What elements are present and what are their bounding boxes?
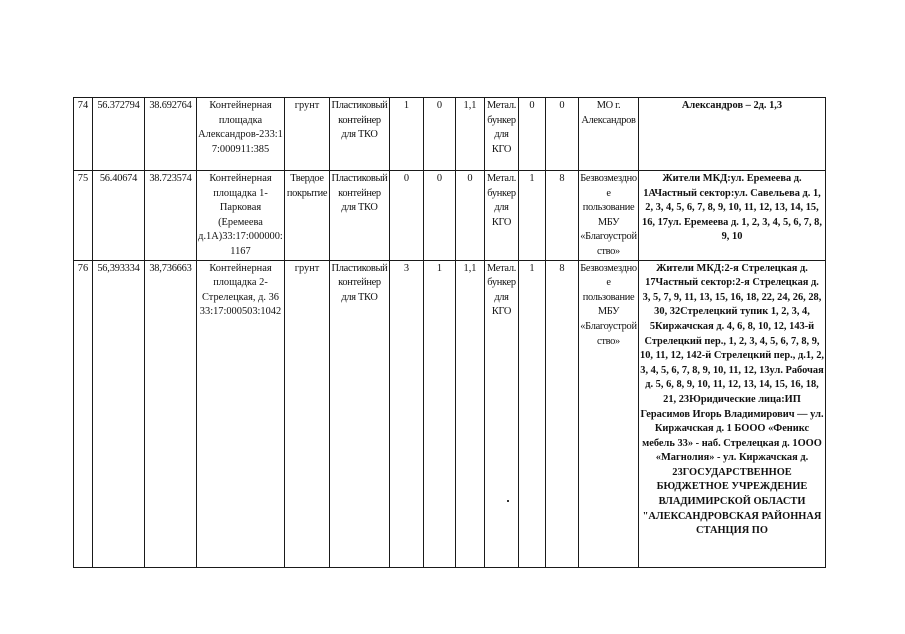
site-name-cell: Контейнерная площадка 1-Парковая (Еремеева д.1А)33:17:000000:1167: [197, 171, 285, 261]
container-sites-table: [73, 97, 826, 568]
volume-cell: 8: [546, 260, 579, 567]
row-number: 74: [74, 98, 93, 171]
kgo-container-cell: Метал. бункер для КГО: [485, 171, 519, 261]
count-cell: 0: [519, 98, 546, 171]
owner-cell: МО г. Александров: [579, 98, 639, 171]
tko-container-cell: Пластиковый контейнер для ТКО: [330, 171, 390, 261]
latitude-cell: 56,393334: [93, 260, 145, 567]
volume-cell: 0: [546, 98, 579, 171]
addresses-cell: Жители МКД:ул. Еремеева д. 1АЧастный сектор:ул. Савельева д. 1, 2, 3, 4, 5, 6, 7, 8, 9, 10, 11, 12, 13, 14, 15, 16, 17ул. Еремеева д. 1, 2, 3, 4, 5, 6, 7, 8, 9, 10: [639, 171, 826, 261]
surface-cell: грунт: [285, 260, 330, 567]
count-cell: 0: [390, 171, 424, 261]
surface-cell: грунт: [285, 98, 330, 171]
row-number: 76: [74, 260, 93, 567]
longitude-cell: 38.723574: [145, 171, 197, 261]
surface-cell: Твердое покрытие: [285, 171, 330, 261]
scan-speck: [507, 500, 509, 502]
count-cell: 0: [424, 98, 456, 171]
tko-container-cell: Пластиковый контейнер для ТКО: [330, 260, 390, 567]
count-cell: 1: [390, 98, 424, 171]
kgo-container-cell: Метал. бункер для КГО: [485, 260, 519, 567]
volume-cell: 8: [546, 171, 579, 261]
volume-cell: 1,1: [456, 98, 485, 171]
row-number: 75: [74, 171, 93, 261]
table-row: [74, 171, 826, 261]
count-cell: 1: [519, 260, 546, 567]
count-cell: 3: [390, 260, 424, 567]
table-row: [74, 98, 826, 171]
count-cell: 1: [519, 171, 546, 261]
count-cell: 1: [424, 260, 456, 567]
addresses-cell: Жители МКД:2-я Стрелецкая д. 17Частный сектор:2-я Стрелецкая д. 3, 5, 7, 9, 11, 13, 15, 16, 18, 22, 24, 26, 28, 30, 32Стрелецкий тупик 1, 2, 3, 4, 5Киржачская д. 4, 6, 8, 10, 12, 143-й Стрелецкий пер., 1, 2, 3, 4, 5, 6, 7, 8, 9, 10, 11, 12, 142-й Стрелецкий пер., д.1, 2, 3, 4, 5, 6, 7, 8, 9, 10, 11, 12, 13ул. Рабочая д. 5, 6, 8, 9, 10, 11, 12, 13, 14, 15, 16, 18, 21, 23Юридические лица:ИП Герасимов Игорь Владимирович — ул. Киржачская д. 1 БООО «Феникс мебель 33» - наб. Стрелецкая д. 1ООО «Магнолия» - ул. Киржачская д. 23ГОСУДАРСТВЕННОЕ БЮДЖЕТНОЕ УЧРЕЖДЕНИЕ ВЛАДИМИРСКОЙ ОБЛАСТИ "АЛЕКСАНДРОВСКАЯ РАЙОННАЯ СТАНЦИЯ ПО: [639, 260, 826, 567]
owner-cell: Безвозмездное пользование МБУ «Благоустройство»: [579, 260, 639, 567]
volume-cell: 1,1: [456, 260, 485, 567]
latitude-cell: 56.40674: [93, 171, 145, 261]
longitude-cell: 38.692764: [145, 98, 197, 171]
longitude-cell: 38,736663: [145, 260, 197, 567]
tko-container-cell: Пластиковый контейнер для ТКО: [330, 98, 390, 171]
site-name-cell: Контейнерная площадка 2-Стрелецкая, д. 36 33:17:000503:1042: [197, 260, 285, 567]
volume-cell: 0: [456, 171, 485, 261]
table-row: [74, 260, 826, 567]
addresses-cell: Александров – 2д. 1,3: [639, 98, 826, 171]
site-name-cell: Контейнерная площадка Александров-233:17:000911:385: [197, 98, 285, 171]
count-cell: 0: [424, 171, 456, 261]
latitude-cell: 56.372794: [93, 98, 145, 171]
kgo-container-cell: Метал. бункер для КГО: [485, 98, 519, 171]
owner-cell: Безвозмездное пользование МБУ «Благоустройство»: [579, 171, 639, 261]
